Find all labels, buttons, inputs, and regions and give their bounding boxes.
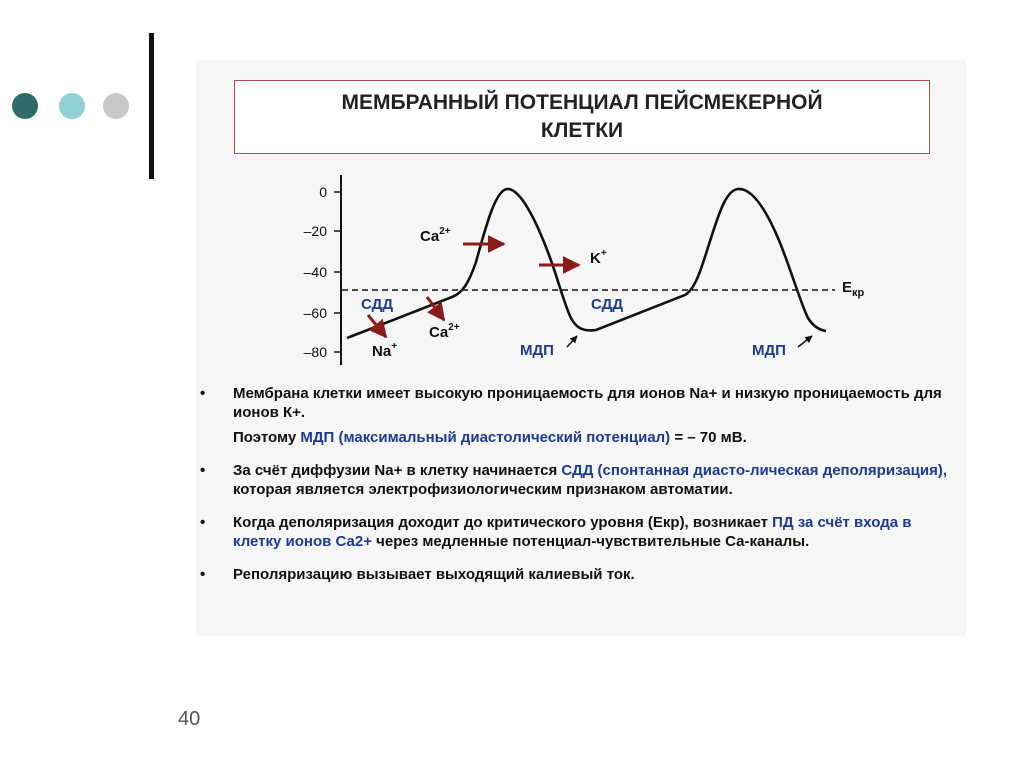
mdp-label-2: МДП xyxy=(752,342,786,359)
bullet-4-text: Реполяризацию вызывает выходящий калиевый ток. xyxy=(233,566,635,583)
sdd-label-1: СДД xyxy=(361,296,394,313)
bullet-3: • Когда деполяризация доходит до критического уровня (Екр), возникает ПД за счёт входа в клетку ионов Са2+ через медленные потенциал-чувствительные Са-каналы. xyxy=(200,514,912,550)
mdp-pointer-2 xyxy=(798,336,812,347)
bullet-1-line2: Поэтому МДП (максимальный диастолический потенциал) = – 70 мВ. xyxy=(233,429,747,446)
potential-curve xyxy=(347,189,826,338)
y-tick-label-60: –60 xyxy=(303,305,327,321)
mdp-definition: МДП (максимальный диастолический потенциал) xyxy=(300,429,671,446)
na-influx-arrow xyxy=(368,315,386,337)
bullet-mark: • xyxy=(200,462,206,479)
y-tick-label-40: –40 xyxy=(303,264,327,280)
bullet-mark: • xyxy=(200,566,206,583)
title-line-2: КЛЕТКИ xyxy=(540,119,624,142)
bullet-4 xyxy=(200,565,950,584)
mdp-pointer-1 xyxy=(567,336,577,347)
bullet-list xyxy=(200,384,950,598)
ca-label-top: $Ca^{2+}$ xyxy=(420,226,451,245)
y-tick-label-20: –20 xyxy=(303,223,327,239)
sdd-definition: СДД (спонтанная диасто-лическая деполяризация), xyxy=(561,462,948,479)
bullet-mark: • xyxy=(200,514,206,531)
bullet-2: • За счёт диффузии Na+ в клетку начинается СДД (спонтанная диасто-лическая деполяризация), которая является электрофизиологическим признаком автоматии. xyxy=(200,462,948,498)
ekr-label: $E_{кр}$ xyxy=(842,279,865,299)
k-label: K+ xyxy=(590,248,607,267)
ca-label-bottom: $Ca^{2+}$ xyxy=(429,322,460,341)
bullet-1-text: Мембрана клетки имеет высокую проницаемость для ионов Na+ и низкую проницаемость для ионов К+. xyxy=(233,385,942,421)
bullet-1 xyxy=(200,384,950,447)
sdd-label-2: СДД xyxy=(591,296,624,313)
title-line-1: МЕМБРАННЫЙ ПОТЕНЦИАЛ ПЕЙСМЕКЕРНОЙ xyxy=(341,91,823,114)
mdp-label-1: МДП xyxy=(520,342,554,359)
bullet-mark: • xyxy=(200,385,206,402)
pd-definition: ПД за счёт входа в клетку ионов Са2+ xyxy=(233,514,912,550)
y-tick-label-0: 0 xyxy=(319,184,327,200)
y-tick-label-80: –80 xyxy=(303,344,327,360)
page-number: 40 xyxy=(178,708,201,730)
na-label: Na+ xyxy=(372,341,398,360)
